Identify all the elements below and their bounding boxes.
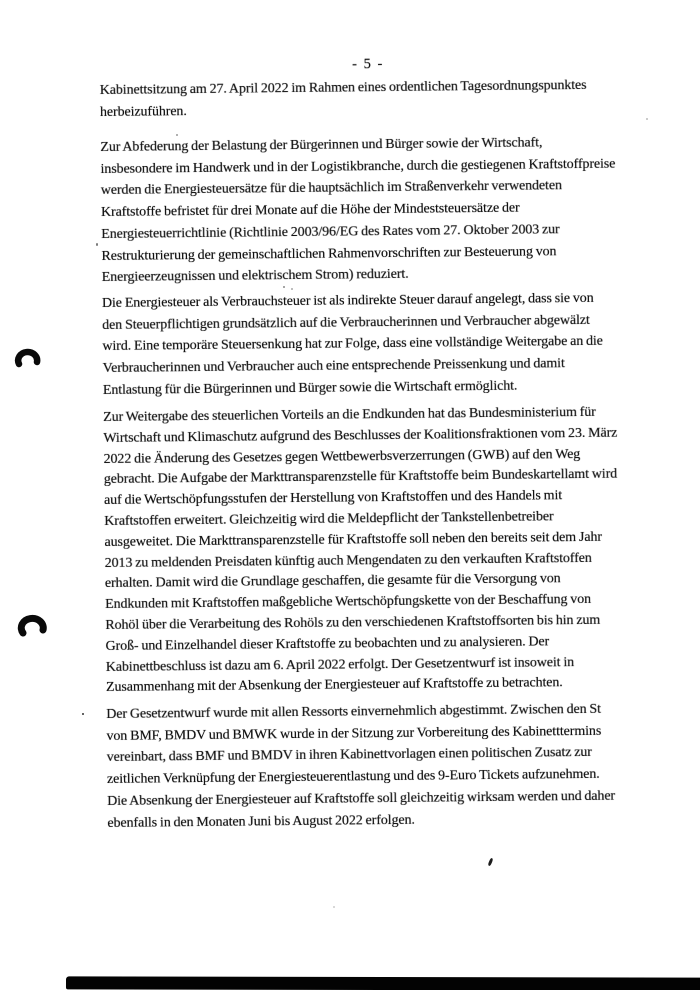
text-line: Energieerzeugnissen und elektrischem Strom) reduziert.	[101, 267, 409, 286]
paragraph-3	[102, 287, 640, 401]
text-line: Restrukturierung der gemeinschaftlichen Rahmenvorschriften zur Besteuerung von	[101, 243, 557, 264]
paragraph-2	[100, 131, 639, 289]
text-line: herbeizuführen.	[99, 103, 187, 120]
text-line: Verbraucherinnen und Verbraucher auch eine entsprechende Preissenkung und damit	[102, 356, 565, 377]
text-line: von BMF, BMDV und BMWK wurde in der Sitzung zur Vorbereitung des Kabinetttermins	[106, 723, 602, 744]
text-line: wird. Eine temporäre Steuersenkung hat zur Folge, dass eine vollständige Weitergabe an die	[102, 334, 603, 355]
text-line: ebenfalls in den Monaten Juni bis August 2022 erfolgen.	[107, 812, 415, 831]
text-line: Die Absenkung der Energiesteuer auf Kraftstoffe soll gleichzeitig wirksam werden und daher	[107, 788, 616, 809]
text-line: Kabinettbeschluss ist dazu am 6. April 2022 erfolgt. Der Gesetzentwurf ist insoweit in	[105, 654, 575, 675]
text-line: Kraftstoffe befristet für drei Monate auf die Höhe der Mindeststeuersätze der	[100, 200, 520, 221]
punch-hole-mark-upper	[14, 344, 42, 370]
scan-speck	[82, 713, 84, 715]
text-line: Wirtschaft und Klimaschutz aufgrund des Beschlusses der Koalitionsfraktionen vom 23. März	[103, 425, 618, 446]
page-number: - 5 -	[352, 56, 384, 73]
text-line: Energiesteuerrichtlinie (Richtlinie 2003/96/EG des Rates vom 27. Oktober 2003 zur	[101, 222, 560, 242]
text-line: erhalten. Damit wird die Grundlage geschaffen, die gesamte für die Versorgung von	[104, 571, 561, 592]
paragraph-4	[103, 402, 643, 699]
text-line: Kabinettsitzung am 27. April 2022 im Rahmen eines ordentlichen Tagesordnungspunktes	[99, 77, 587, 99]
text-line: werden die Energiesteuersätze für die hauptsächlich im Straßenverkehr verwendeten	[100, 178, 562, 199]
text-line: ausgeweitet. Die Markttransparenzstelle für Kraftstoffe soll neben den bereits seit dem Jahr	[104, 529, 602, 550]
text-line: Groß- und Einzelhandel dieser Kraftstoffe zu beobachten und zu analysieren. Der	[105, 634, 550, 654]
text-line: Die Energiesteuer als Verbrauchsteuer ist als indirekte Steuer darauf angelegt, dass sie von	[101, 290, 594, 312]
scan-edge-bar	[66, 976, 700, 990]
punch-hole-mark-lower	[17, 610, 49, 640]
document-content	[99, 0, 646, 990]
text-line: Kraftstoffen erweitert. Gleichzeitig wird die Meldepflicht der Tankstellenbetreiber	[104, 509, 554, 529]
paragraph-5	[106, 698, 644, 834]
scan-speck	[96, 243, 98, 246]
text-line: den Steuerpflichtigen grundsätzlich auf die Verbraucherinnen und Verbraucher abgewälzt	[102, 312, 590, 333]
text-line: 2013 zu meldenden Preisdaten künftig auch Mengendaten zu den verkauften Kraftstoffen	[104, 550, 592, 571]
text-line: auf die Wertschöpfungsstufen der Herstellung von Kraftstoffen und des Handels mit	[103, 488, 563, 509]
text-line: Zur Abfederung der Belastung der Bürgerinnen und Bürger sowie der Wirtschaft,	[100, 135, 543, 156]
text-line: zeitlichen Verknüpfung der Energiesteuerentlastung und des 9-Euro Tickets aufzunehmen.	[106, 766, 600, 788]
text-line: vereinbart, dass BMF und BMDV in ihren Kabinettvorlagen einen politischen Zusatz zur	[106, 745, 592, 766]
scan-speck	[646, 118, 648, 120]
text-line: Endkunden mit Kraftstoffen maßgebliche Wertschöpfungskette von der Beschaffung von	[105, 592, 592, 613]
text-line: Entlastung für die Bürgerinnen und Bürger sowie die Wirtschaft ermöglicht.	[102, 378, 518, 398]
text-line: Rohöl über die Verarbeitung des Rohöls zu den verschiedenen Kraftstoffsorten bis hin zum	[105, 612, 601, 633]
text-line: gebracht. Die Aufgabe der Markttransparenzstelle für Kraftstoffe beim Bundeskartellamt wird	[103, 467, 618, 488]
text-line: Zur Weitergabe des steuerlichen Vorteils an die Endkunden hat das Bundesministerium für	[103, 404, 596, 425]
text-line: 2022 die Änderung des Gesetzes gegen Wettbewerbsverzerrungen (GWB) auf den Weg	[103, 446, 581, 467]
text-line: Der Gesetzentwurf wurde mit allen Ressorts einvernehmlich abgestimmt. Zwischen den St	[106, 701, 602, 722]
paragraph-1	[100, 74, 637, 123]
text-line: insbesondere im Handwerk und in der Logistikbranche, durch die gestiegenen Kraftstoffpreise	[100, 156, 616, 177]
text-line: Zusammenhang mit der Absenkung der Energiesteuer auf Kraftstoffe zu betrachten.	[105, 675, 563, 696]
